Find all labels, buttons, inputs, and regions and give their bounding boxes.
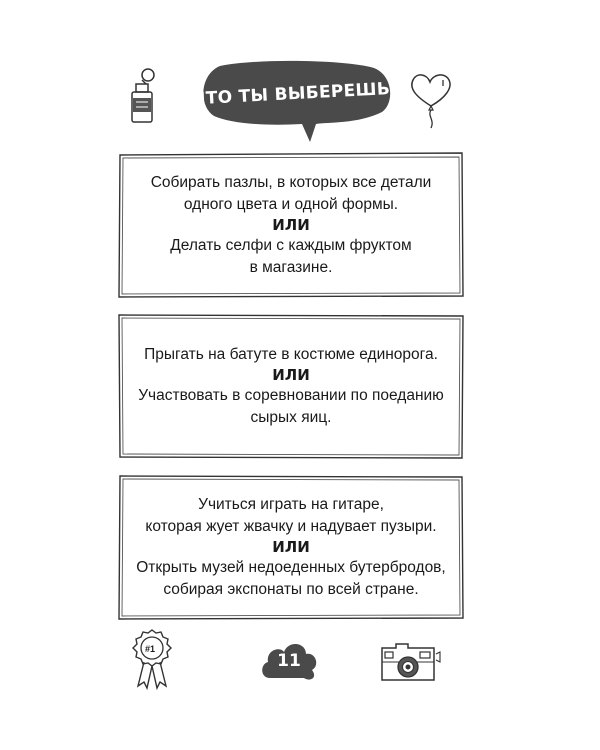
question-card-1 xyxy=(118,152,464,298)
option-a-line: Собирать пазлы, в которых все детали xyxy=(150,174,432,191)
camera-icon xyxy=(372,636,444,686)
or-separator: ИЛИ xyxy=(272,366,310,385)
option-a-line: Учиться играть на гитаре, xyxy=(198,496,384,513)
option-b-line: Открыть музей недоеденных бутербродов, xyxy=(136,559,446,576)
spray-can-icon xyxy=(124,66,160,126)
option-a-line: которая жует жвачку и надувает пузыри. xyxy=(145,517,437,535)
option-a-line: одного цвета и одной формы. xyxy=(183,195,399,213)
question-card-3 xyxy=(118,474,464,620)
medal-label: #1 xyxy=(144,644,155,654)
option-b-line: Делать селфи с каждым фруктом xyxy=(170,237,412,254)
option-b-line: Участвовать в соревновании по поеданию xyxy=(138,387,444,405)
question-card-2 xyxy=(118,313,464,459)
option-b-line: собирая экспонаты по всей стране. xyxy=(163,580,419,598)
or-separator: ИЛИ xyxy=(272,538,310,556)
option-b-line: сырых яиц. xyxy=(250,408,332,426)
option-a-line: Прыгать на батуте в костюме единорога. xyxy=(144,345,438,363)
or-separator: ИЛИ xyxy=(272,216,310,234)
page-title: ЧТО ТЫ ВЫБЕРЕШЬ? xyxy=(191,78,401,110)
heart-balloon-icon xyxy=(405,66,455,130)
award-ribbon-icon xyxy=(122,624,182,694)
page-number: 11 xyxy=(277,651,301,671)
option-b-line: в магазине. xyxy=(249,258,333,276)
